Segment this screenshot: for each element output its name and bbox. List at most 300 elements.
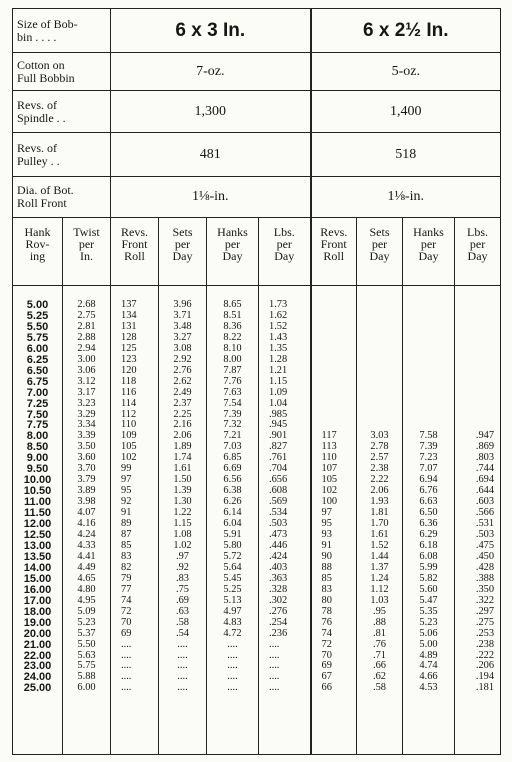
cell-twist: 3.17 <box>77 386 96 398</box>
cell-b-lbs <box>455 355 494 366</box>
cell-hank: 18.00 <box>23 605 52 618</box>
spindle-label: Revs. of Spindle . . <box>13 91 111 133</box>
cell-b-hanks: 4.66 <box>419 671 438 683</box>
cell-a-lbs: .236 <box>269 627 288 639</box>
cell-a-lbs: 1.15 <box>269 375 288 387</box>
cell-twist: 3.29 <box>77 408 96 420</box>
cell-b-lbs: .194 <box>475 671 495 683</box>
cell-a-sets: 3.08 <box>173 342 192 354</box>
cell-a-lbs: 1.73 <box>269 299 288 310</box>
cell-b-hanks: 5.60 <box>419 583 438 595</box>
cell-a-revs: 69 <box>121 627 132 639</box>
cell-a-hanks: 6.04 <box>223 518 242 530</box>
cell-b-revs <box>322 311 357 322</box>
col-a-lbs: Lbs. per Day <box>259 218 311 286</box>
cell-a-revs: 79 <box>121 572 132 584</box>
cell-a-revs: 110 <box>121 419 137 431</box>
cell-twist: 3.98 <box>77 496 96 508</box>
cell-a-hanks: 7.03 <box>223 441 242 453</box>
cell-a-hanks: 5.13 <box>223 594 242 606</box>
col-b-revs: Revs. Front Roll <box>311 218 357 286</box>
cell-twist: 4.24 <box>77 529 96 541</box>
cell-b-sets: .76 <box>373 638 387 650</box>
cell-b-revs <box>322 377 357 388</box>
cell-a-lbs: .... <box>269 638 280 650</box>
size-6x2half: 6 x 2½ In. <box>311 9 501 53</box>
cell-a-hanks: 8.51 <box>223 309 242 321</box>
cell-a-sets: .54 <box>176 627 189 639</box>
cotton-a: 7-oz. <box>111 53 311 91</box>
cell-b-revs <box>322 366 357 377</box>
cell-hank: 5.50 <box>26 320 49 333</box>
cell-b-sets: 1.93 <box>370 496 389 508</box>
cell-hank: 8.00 <box>26 430 49 443</box>
cell-a-revs: 70 <box>121 616 132 628</box>
cell-a-hanks: .... <box>227 649 238 661</box>
cell-a-sets: 1.39 <box>173 485 192 497</box>
col-b-lbs: Lbs. per Day <box>455 218 501 286</box>
cell-a-revs: 87 <box>121 529 132 541</box>
cell-a-lbs: .... <box>269 660 280 672</box>
cell-b-hanks: 5.47 <box>419 594 438 606</box>
cell-a-hanks: 7.76 <box>223 375 242 387</box>
col-b-hanks: Hanks per Day <box>403 218 455 286</box>
cell-a-revs: 77 <box>121 583 132 595</box>
cell-twist: 4.07 <box>77 507 96 519</box>
cell-b-hanks: 6.50 <box>419 507 438 519</box>
cell-a-lbs: .827 <box>269 441 288 453</box>
cell-a-hanks: .... <box>227 671 238 683</box>
cell-a-revs: 137 <box>121 299 137 310</box>
cell-a-hanks: 5.45 <box>223 572 242 584</box>
cell-a-revs: .... <box>121 682 132 694</box>
cell-b-lbs: .503 <box>475 529 495 541</box>
cell-b-lbs: .531 <box>475 518 495 530</box>
cell-b-lbs <box>455 399 494 410</box>
cell-a-sets: 1.02 <box>173 539 192 551</box>
cell-b-revs <box>322 410 357 421</box>
cell-twist: 3.12 <box>77 375 96 387</box>
cell-b-hanks: 6.18 <box>419 539 438 551</box>
cell-b-lbs: .222 <box>475 649 495 661</box>
cell-b-lbs <box>455 311 494 322</box>
cell-a-hanks: 4.97 <box>223 605 242 617</box>
cell-hank: 15.00 <box>23 572 52 585</box>
cell-a-sets: 2.76 <box>173 364 192 376</box>
cell-a-lbs: 1.52 <box>269 320 288 332</box>
cell-twist: 4.41 <box>77 550 96 562</box>
cell-a-hanks: 6.38 <box>223 485 242 497</box>
cell-a-hanks: 6.85 <box>223 452 242 464</box>
cell-b-revs <box>322 300 357 311</box>
a-lbs-column <box>259 286 311 755</box>
cell-b-sets: 1.52 <box>370 539 389 551</box>
cell-b-hanks <box>403 377 454 388</box>
cell-b-lbs <box>455 333 494 344</box>
cell-b-sets: 1.12 <box>370 583 389 595</box>
cell-b-lbs <box>455 300 494 311</box>
cell-b-revs <box>322 355 357 366</box>
cotton-b: 5-oz. <box>311 53 501 91</box>
cell-twist: 4.95 <box>77 594 96 606</box>
cell-a-lbs: 1.21 <box>269 364 288 376</box>
cell-a-sets: .83 <box>176 572 189 584</box>
cell-b-hanks: 6.08 <box>419 550 438 562</box>
cell-a-revs: .... <box>121 671 132 683</box>
cell-b-lbs <box>455 366 494 377</box>
cell-hank: 25.00 <box>23 682 52 695</box>
cell-a-lbs: .503 <box>269 518 288 530</box>
cell-hank: 8.50 <box>26 441 49 454</box>
cell-a-hanks: 5.25 <box>223 583 242 595</box>
cell-b-sets <box>357 377 402 388</box>
cell-hank: 9.50 <box>26 463 49 476</box>
cell-b-lbs: .694 <box>475 474 495 486</box>
cell-twist: 5.75 <box>77 660 96 672</box>
cell-a-hanks: 7.63 <box>223 386 242 398</box>
twist-column <box>63 286 111 755</box>
b-hanks-column <box>403 286 455 755</box>
cell-b-lbs: .475 <box>475 539 495 551</box>
cell-b-lbs: .181 <box>475 682 495 694</box>
cell-a-lbs: .569 <box>269 496 288 508</box>
cell-b-lbs: .744 <box>475 463 495 475</box>
cell-a-revs: 112 <box>121 408 137 420</box>
cell-b-sets: 3.03 <box>370 430 389 442</box>
cell-a-lbs: .945 <box>269 419 288 431</box>
cell-b-hanks: 6.63 <box>419 496 438 508</box>
cell-hank: 20.00 <box>23 627 52 640</box>
cell-hank: 24.00 <box>23 671 52 684</box>
cell-hank: 6.50 <box>26 364 49 377</box>
cell-b-sets: 2.06 <box>370 485 389 497</box>
cell-b-sets: 1.44 <box>370 550 389 562</box>
cell-b-revs: 93 <box>321 529 332 541</box>
cell-hank: 14.00 <box>23 561 52 574</box>
cell-b-revs: 70 <box>321 649 332 661</box>
cell-a-sets: 2.49 <box>173 386 192 398</box>
cell-a-lbs: .901 <box>269 430 288 442</box>
cell-a-sets: 1.30 <box>173 496 192 508</box>
cell-twist: 3.70 <box>77 463 96 475</box>
cell-a-sets: .75 <box>176 583 189 595</box>
cell-b-lbs <box>455 344 494 355</box>
cell-a-revs: 83 <box>121 550 132 562</box>
cell-a-revs: 120 <box>121 364 137 376</box>
cell-a-hanks: 5.80 <box>223 539 242 551</box>
cell-twist: 3.50 <box>77 441 96 453</box>
cell-a-revs: 118 <box>121 375 137 387</box>
cell-b-revs: 113 <box>321 441 337 453</box>
cell-hank: 5.00 <box>26 299 49 311</box>
cell-a-revs: 105 <box>121 441 137 453</box>
cell-hank: 7.50 <box>26 408 49 421</box>
cell-a-sets: .... <box>177 671 188 683</box>
cell-a-revs: .... <box>121 638 132 650</box>
cell-b-sets: .81 <box>373 627 387 639</box>
cell-a-revs: 123 <box>121 353 137 365</box>
frame-table <box>12 8 501 755</box>
cell-b-sets: 1.24 <box>370 572 389 584</box>
cell-hank: 7.00 <box>26 386 49 399</box>
cell-b-lbs: .322 <box>475 594 495 606</box>
cell-b-revs: 76 <box>321 616 332 628</box>
cell-a-lbs: .... <box>269 671 280 683</box>
b-sets-column <box>357 286 403 755</box>
hank-column <box>13 286 63 755</box>
cell-b-hanks <box>403 399 454 410</box>
cell-a-revs: 99 <box>121 463 132 475</box>
cell-a-revs: 72 <box>121 605 132 617</box>
cell-b-hanks: 7.07 <box>419 463 438 475</box>
cell-a-sets: 2.16 <box>173 419 192 431</box>
cell-b-sets: 1.70 <box>370 518 389 530</box>
cell-twist: 4.49 <box>77 561 96 573</box>
cell-hank: 19.00 <box>23 616 52 629</box>
cell-a-lbs: 1.35 <box>269 342 288 354</box>
cell-b-revs: 72 <box>321 638 332 650</box>
cell-b-sets: 2.22 <box>370 474 389 486</box>
pulley-b: 518 <box>311 133 501 177</box>
cell-b-revs: 66 <box>321 682 332 694</box>
cell-a-sets: 3.27 <box>173 331 192 343</box>
cell-a-hanks: 7.21 <box>223 430 242 442</box>
cell-twist: 5.09 <box>77 605 96 617</box>
cell-a-hanks: 4.72 <box>223 627 242 639</box>
cell-b-revs: 100 <box>321 496 338 508</box>
cell-a-lbs: .363 <box>269 572 288 584</box>
cell-b-sets: .71 <box>373 649 387 661</box>
cell-a-sets: .63 <box>176 605 189 617</box>
cell-a-revs: 109 <box>121 430 137 442</box>
cell-hank: 13.00 <box>23 539 52 552</box>
cell-b-sets: 1.37 <box>370 561 389 573</box>
cell-twist: 3.79 <box>77 474 96 486</box>
cell-a-revs: 128 <box>121 331 137 343</box>
cell-b-lbs: .947 <box>475 430 495 442</box>
cell-a-lbs: .... <box>269 649 280 661</box>
cell-a-sets: 1.22 <box>173 507 192 519</box>
size-label: Size of Bob- bin . . . . <box>13 9 111 53</box>
cell-b-revs: 74 <box>321 627 332 639</box>
cell-a-sets: 3.48 <box>173 320 192 332</box>
cell-twist: 3.23 <box>77 397 96 409</box>
cell-a-revs: 89 <box>121 518 132 530</box>
spinning-table <box>12 8 500 756</box>
cell-a-lbs: 1.28 <box>269 353 288 365</box>
cell-a-lbs: .424 <box>269 550 288 562</box>
cell-b-sets: 1.81 <box>370 507 389 519</box>
cell-hank: 11.00 <box>24 496 51 509</box>
cell-a-lbs: .608 <box>269 485 288 497</box>
cell-a-sets: .... <box>177 660 188 672</box>
cell-a-sets: .... <box>177 649 188 661</box>
cell-a-revs: .... <box>121 649 132 661</box>
cell-a-revs: 74 <box>121 594 132 606</box>
b-revs-column <box>311 286 357 755</box>
cell-b-sets: .88 <box>373 616 387 628</box>
cell-b-sets: .66 <box>373 660 387 672</box>
cell-a-hanks: 8.65 <box>223 299 242 310</box>
cell-b-lbs <box>455 388 494 399</box>
cell-a-revs: .... <box>121 660 132 672</box>
cell-hank: 7.25 <box>26 397 49 410</box>
cell-twist: 2.81 <box>77 320 96 332</box>
dia-b: 1⅛-in. <box>311 177 501 218</box>
cell-b-lbs: .275 <box>475 616 495 628</box>
cell-a-hanks: 4.83 <box>223 616 242 628</box>
cell-b-lbs <box>455 410 494 421</box>
cell-a-hanks: 8.22 <box>223 331 242 343</box>
cell-a-hanks: 7.32 <box>223 419 242 431</box>
cell-b-lbs <box>455 377 494 388</box>
cell-hank: 12.00 <box>23 518 52 531</box>
cell-a-sets: .58 <box>176 616 189 628</box>
cell-b-sets: 2.38 <box>370 463 389 475</box>
cell-b-lbs: .253 <box>475 627 495 639</box>
cell-a-hanks: 6.56 <box>223 474 242 486</box>
cell-b-sets: .62 <box>373 671 387 683</box>
cell-hank: 23.00 <box>23 660 52 673</box>
cell-a-hanks: 8.00 <box>223 353 242 365</box>
cell-b-revs: 78 <box>321 605 332 617</box>
cell-b-sets <box>357 399 402 410</box>
cell-a-revs: 91 <box>121 507 132 519</box>
cell-a-hanks: 5.72 <box>223 550 242 562</box>
cell-a-lbs: .656 <box>269 474 288 486</box>
cell-a-lbs: .761 <box>269 452 288 464</box>
cell-a-lbs: 1.04 <box>269 397 288 409</box>
cell-a-sets: 1.61 <box>173 463 192 475</box>
pulley-a: 481 <box>111 133 311 177</box>
cell-a-lbs: 1.43 <box>269 331 288 343</box>
cell-twist: 2.68 <box>77 299 96 310</box>
cell-a-hanks: .... <box>227 660 238 672</box>
cell-b-revs: 117 <box>321 430 337 442</box>
spindle-a: 1,300 <box>111 91 311 133</box>
cell-hank: 13.50 <box>23 550 52 563</box>
cell-b-hanks <box>403 388 454 399</box>
cell-a-lbs: .328 <box>269 583 288 595</box>
cell-a-lbs: .446 <box>269 539 288 551</box>
cell-a-sets: 1.08 <box>173 529 192 541</box>
cell-hank: 6.00 <box>26 342 49 355</box>
cell-a-sets: 1.15 <box>173 518 192 530</box>
cell-b-hanks: 5.23 <box>419 616 438 628</box>
cell-hank: 22.00 <box>23 649 52 662</box>
pulley-label: Revs. of Pulley . . <box>13 133 111 177</box>
dia-a: 1⅛-in. <box>111 177 311 218</box>
cell-b-lbs: .566 <box>475 507 495 519</box>
cell-b-lbs: .450 <box>475 550 495 562</box>
cell-twist: 3.39 <box>77 430 96 442</box>
cell-twist: 3.60 <box>77 452 96 464</box>
cell-a-revs: 97 <box>121 474 132 486</box>
cell-a-sets: .97 <box>176 550 189 562</box>
cell-a-lbs: .... <box>269 682 280 694</box>
cell-b-hanks: 5.00 <box>419 638 438 650</box>
cell-b-revs <box>322 399 357 410</box>
cell-b-revs: 97 <box>321 507 332 519</box>
cell-twist: 2.94 <box>77 342 96 354</box>
cell-a-sets: 3.96 <box>173 299 192 310</box>
cell-b-hanks: 6.76 <box>419 485 438 497</box>
cell-b-revs: 83 <box>321 583 332 595</box>
cell-b-revs: 80 <box>321 594 332 606</box>
cell-b-revs: 67 <box>321 671 332 683</box>
cell-twist: 5.23 <box>77 616 96 628</box>
a-hanks-column <box>207 286 259 755</box>
cell-hank: 5.75 <box>26 331 49 344</box>
cell-a-lbs: .985 <box>269 408 288 420</box>
cell-a-sets: .... <box>177 682 188 694</box>
cell-b-revs: 91 <box>321 539 332 551</box>
cell-hank: 6.75 <box>26 375 49 388</box>
cell-b-lbs <box>455 322 494 333</box>
cell-a-revs: 114 <box>121 397 137 409</box>
cell-a-hanks: .... <box>227 682 238 694</box>
cell-b-hanks: 5.82 <box>419 572 438 584</box>
cell-twist: 5.37 <box>77 627 96 639</box>
cell-a-revs: 92 <box>121 496 132 508</box>
cell-a-revs: 95 <box>121 485 132 497</box>
cell-a-lbs: 1.62 <box>269 309 288 321</box>
cell-twist: 2.88 <box>77 331 96 343</box>
cell-a-hanks: 6.26 <box>223 496 242 508</box>
cell-a-hanks: 5.64 <box>223 561 242 573</box>
a-sets-column <box>159 286 207 755</box>
cell-twist: 4.16 <box>77 518 96 530</box>
cell-a-sets: .... <box>177 638 188 650</box>
cell-twist: 4.33 <box>77 539 96 551</box>
cell-twist: 3.34 <box>77 419 96 431</box>
cell-a-revs: 82 <box>121 561 132 573</box>
cell-a-sets: 1.74 <box>173 452 192 464</box>
a-revs-column <box>111 286 159 755</box>
cell-hank: 17.00 <box>23 594 52 607</box>
cell-a-sets: 2.62 <box>173 375 192 387</box>
cell-a-hanks: 5.91 <box>223 529 242 541</box>
dia-label: Dia. of Bot. Roll Front <box>13 177 111 218</box>
cell-a-sets: 2.25 <box>173 408 192 420</box>
cell-a-lbs: .704 <box>269 463 288 475</box>
cell-b-revs: 105 <box>321 474 338 486</box>
cell-a-revs: 102 <box>121 452 137 464</box>
cell-b-hanks: 4.53 <box>419 682 438 694</box>
cell-a-hanks: 7.54 <box>223 397 242 409</box>
cell-b-hanks: 5.35 <box>419 605 438 617</box>
cell-b-sets: 2.78 <box>370 441 389 453</box>
cell-a-revs: 85 <box>121 539 132 551</box>
cell-a-sets: 2.92 <box>173 353 192 365</box>
cell-b-hanks: 6.94 <box>419 474 438 486</box>
b-lbs-column <box>455 286 501 755</box>
cell-a-sets: 2.06 <box>173 430 192 442</box>
cell-twist: 2.75 <box>77 309 96 321</box>
cell-twist: 3.00 <box>77 353 96 365</box>
cell-a-revs: 116 <box>121 386 137 398</box>
cell-b-lbs: .238 <box>475 638 495 650</box>
cell-a-lbs: .403 <box>269 561 288 573</box>
cell-twist: 4.80 <box>77 583 96 595</box>
cell-a-sets: 1.50 <box>173 474 192 486</box>
col-a-sets: Sets per Day <box>159 218 207 286</box>
cell-twist: 6.00 <box>77 682 96 694</box>
cell-hank: 6.25 <box>26 353 49 366</box>
cell-b-lbs: .350 <box>475 583 495 595</box>
cell-b-lbs: .644 <box>475 485 495 497</box>
cell-b-revs <box>322 333 357 344</box>
